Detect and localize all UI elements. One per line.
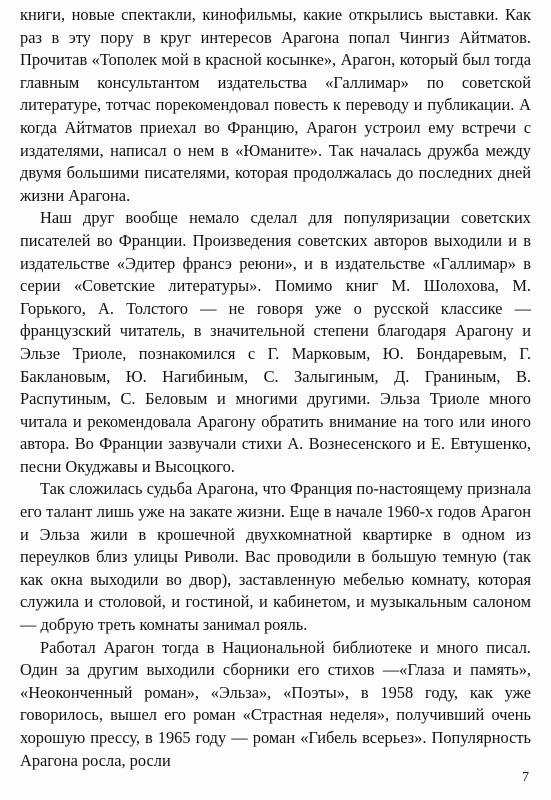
paragraph-2: Наш друг вообще немало сделал для популяризации советских писателей во Франции. Произведения советских авторов выходили и в издательстве «Эдитер франсэ реюни», и в издательстве «Галлимар» в серии «Советские литературы». Помимо книг М. Шолохова, М. Горького, А. Толстого — не говоря уже о русской классике — французский читатель, в значительной степени благодаря Арагону и Эльзе Триоле, познакомился с Г. Марковым, Ю. Бондаревым, Г. Баклановым, Ю. Нагибиным, С. Залыгиным, Д. Граниным, В. Распутиным, С. Беловым и многими другими. Эльза Триоле много читала и рекомендовала Арагону обратить внимание на того или иного автора. Во Франции зазвучали стихи А. Вознесенского и Е. Евтушенко, песни Окуджавы и Высоцкого.: [20, 208, 531, 476]
paragraph-3: Так сложилась судьба Арагона, что Франция по-настоящему признала его талант лишь уже на закате жизни. Еще в начале 1960-х годов Арагон и Эльза жили в крошечной двухкомнатной квартирке в одном из переулков близ улицы Риволи. Вас проводили в большую темную (так как окна выходили во двор), заставленную мебелью комнату, которая служила и столовой, и гостиной, и кабинетом, и музыкальным салоном — добрую треть комнаты занимал рояль.: [20, 479, 531, 635]
page-number: 7: [522, 770, 529, 785]
paragraph-1: книги, новые спектакли, кинофильмы, какие открылись выставки. Как раз в эту пору в круг интересов Арагона попал Чингиз Айтматов. Прочитав «Тополек мой в красной косынке», Арагон, который был тогда главным консультантом издательства «Галлимар» по советской литературе, тотчас порекомендовал повесть к переводу и публикации. А когда Айтматов приехал во Францию, Арагон устроил ему встречи с издателями, написал о нем в «Юманите». Так началась дружба между двумя большими писателями, которая продолжалась до последних дней жизни Арагона.: [20, 5, 531, 205]
body-text: [20, 4, 531, 772]
paragraph-4: Работал Арагон тогда в Национальной библиотеке и много писал. Один за другим выходили сборники его стихов —«Глаза и память», «Неоконченный роман», «Эльза», «Поэты», в 1958 году, как уже говорилось, вышел его роман «Страстная неделя», получивший очень хорошую прессу, в 1965 году — роман «Гибель всерьез». Популярность Арагона росла, росли: [20, 637, 531, 770]
